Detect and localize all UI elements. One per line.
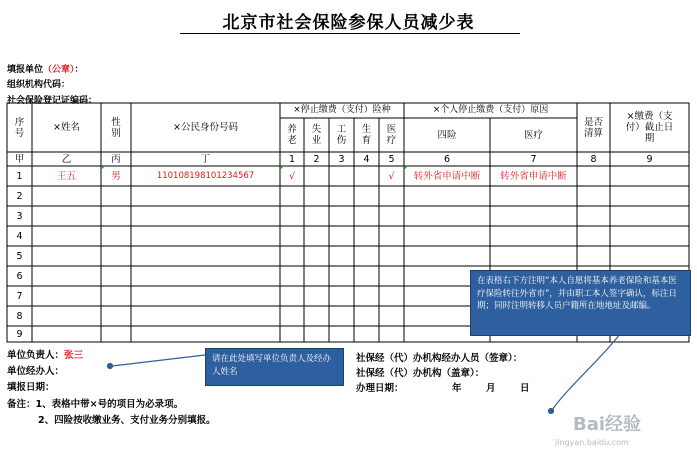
index-cell: 5 <box>388 153 395 165</box>
index-cell: 3 <box>338 153 345 165</box>
index-cell: 9 <box>646 153 653 165</box>
date-label: 填报日期： <box>7 382 55 393</box>
agency-handler-label: 社保经（代）办机构经办人员（签章）： <box>356 353 523 364</box>
index-cell: 乙 <box>61 153 72 165</box>
index-cell: 4 <box>363 153 370 165</box>
reason-four-header: 四险 <box>437 129 457 141</box>
index-cell: 6 <box>443 153 451 165</box>
row-number: 9 <box>16 328 23 340</box>
unit-line <box>7 62 84 75</box>
reason-medical-header: 医疗 <box>523 129 543 141</box>
index-cell: 2 <box>313 153 320 165</box>
right-callout: 在表格右下方注明“本人自愿将基本养老保险和基本医疗保险转往外省市”，并由职工本人签字确认，标注日期；同时注明转移人员户籍所在地地址及邮编。 <box>470 270 691 336</box>
index-cell: 1 <box>288 153 296 165</box>
row-number: 2 <box>16 190 23 202</box>
page-title: 北京市社会保险参保人员减少表 <box>222 13 475 33</box>
stop-maternity-header: 生 育 <box>361 124 372 146</box>
col-seq-header: 序 号 <box>14 116 25 139</box>
month-label: 月 <box>486 383 496 394</box>
col-id-header: ×公民身份号码 <box>173 122 238 133</box>
note-1: 备注：1、表格中带×号的项目为必录项。 <box>7 399 184 410</box>
index-cell: 7 <box>530 153 537 165</box>
agency-label: 社保经（代）办机构（盖章）： <box>356 368 485 379</box>
watermark <box>545 408 690 458</box>
process-date-label: 办理日期： <box>356 383 404 394</box>
row-number: 6 <box>16 270 23 282</box>
first-row-reason-medical: 转外省申请中断 <box>500 170 567 182</box>
org-code-label: 组织机构代码： <box>7 80 71 90</box>
leader-name: 张三 <box>64 350 84 361</box>
stop-medical-header: 医 疗 <box>386 124 397 146</box>
unit-colon: ： <box>74 65 84 75</box>
col-name-header: ×姓名 <box>53 122 80 133</box>
handler-label: 单位经办人： <box>7 366 65 377</box>
stop-pension-header: 养 老 <box>287 124 297 146</box>
leader-line <box>7 347 83 361</box>
stop-injury-header: 工 伤 <box>336 124 347 146</box>
index-cell: 丙 <box>111 153 121 165</box>
watermark-text: Bai经验 <box>573 414 642 435</box>
row-number: 8 <box>16 310 23 322</box>
col-gender-header: 性 别 <box>111 116 121 139</box>
first-row-gender: 男 <box>111 170 121 182</box>
first-row-pension-check: √ <box>288 170 296 182</box>
row-number: 7 <box>16 290 23 302</box>
row-number: 4 <box>16 230 23 242</box>
year-label: 年 <box>452 383 462 394</box>
row-number: 3 <box>16 210 23 222</box>
unit-note: （公章） <box>43 65 75 75</box>
left-callout: 请在此处填写单位负责人及经办人姓名 <box>205 348 344 386</box>
first-row-name: 王五 <box>56 170 76 182</box>
row-number: 1 <box>16 170 23 182</box>
group-stop-header: ×停止缴费（支付）险种 <box>293 105 391 115</box>
index-cell: 甲 <box>14 153 25 165</box>
title-underline <box>180 33 520 34</box>
note-2: 2、四险按收缴业务、支付业务分别填报。 <box>38 415 216 426</box>
first-row-medical-check: √ <box>388 170 395 182</box>
col-settle-header: 是否 清算 <box>583 116 603 139</box>
first-row-id: 110108198101234567 <box>156 170 255 181</box>
stop-unemployment-header: 失 业 <box>311 124 322 146</box>
day-label: 日 <box>520 383 530 394</box>
row-number: 5 <box>16 250 23 262</box>
col-deadline-header: ×缴费（支 付）截止日 期 <box>625 111 674 144</box>
index-cell: 8 <box>590 153 597 165</box>
first-row-reason-four: 转外省申请中断 <box>413 170 481 182</box>
watermark-url: jingyan.baidu.com <box>555 438 629 447</box>
unit-label: 填报单位 <box>7 65 44 75</box>
leader-label: 单位负责人： <box>7 350 65 361</box>
group-reason-header: ×个人停止缴费（支付）原因 <box>432 105 549 115</box>
index-cell: 丁 <box>200 153 211 165</box>
ss-code-label: 社会保险登记证编码： <box>7 96 98 106</box>
